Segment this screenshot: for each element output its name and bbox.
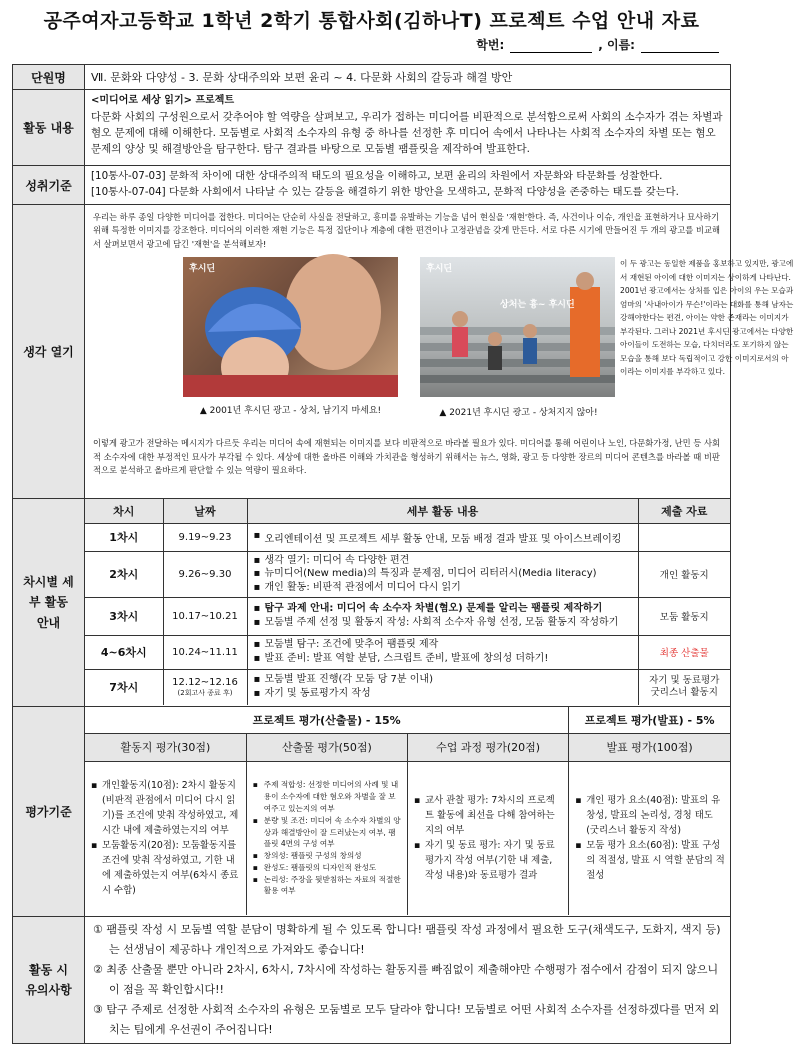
caption-2021: ▲ 2021년 후시딘 광고 - 상처지지 않아!: [439, 408, 598, 419]
student-info: [476, 36, 725, 53]
submit-cell: 모둠 활동지: [638, 597, 730, 635]
table-row: [85, 635, 730, 669]
session-cell: 2차시: [85, 551, 163, 597]
detail-item: ▪ 모둠별 탐구: 조건에 맞추어 팸플릿 제작: [265, 638, 633, 653]
date-cell: 10.17~10.21: [163, 597, 247, 635]
detail-item: ▪ 뉴미디어(New media)의 특징과 문제점, 미디어 리터러시(Media literacy): [265, 567, 633, 581]
page-title: 공주여자고등학교 1학년 2학기 통합사회(김하나T) 프로젝트 수업 안내 자료: [43, 10, 700, 32]
date-cell: [163, 669, 247, 705]
eval-item: ▪ 모둠활동지(20점): 모둠활동지를 조건에 맞춰 작성하였고, 기한 내에 제출하였는지 여부(6차시 종료 시 수합): [102, 838, 241, 898]
photo2-overlay: 상처는 흉~ 후시딘: [500, 300, 575, 311]
submit-cell: [638, 523, 730, 551]
table-row: [85, 597, 730, 635]
detail-item: ▪ 모둠별 주제 선정 및 활동지 작성: 사회적 소수자 유형 선정, 모둠 활동지 작성하기: [265, 616, 633, 631]
detail-item: ▪ 자기 및 동료평가지 작성: [265, 687, 633, 702]
thinking-outro: 이렇게 광고가 전달하는 메시지가 다르듯 우리는 미디어 속에 재현되는 이미지를 보다 비판적으로 바라볼 필요가 있다. 미디어를 통해 어린이나 노인, 다문화가정, 난민 등 사회적 소수자에 대한 부정적인 묘사가 부각될 수 있다. 세상에 대한 올바른 이해와 가치관을 형성하기 위해서는 뉴스, 영화, 광고 등 다양한 장르의 미디어 콘텐츠를 바라볼 때 비판적으로 분석하고 올바르게 판단할 수 있는 역량이 필요하다.: [93, 438, 720, 476]
session-cell: 3차시: [85, 597, 163, 635]
date-cell: 9.19~9.23: [163, 523, 247, 551]
thinking-intro: 우리는 하루 종일 다양한 미디어를 접한다. 미디어는 단순히 사실을 전달하고, 흥미를 유발하는 기능을 넘어 현실을 '재현'한다. 즉, 사건이나 이슈, 개인을 표현하거나 묘사하기 위해 특정한 이미지를 강조한다. 미디어의 이러한 재현 기능은 특정 집단이나 계층에 대한 편견이나 고정관념을 갖게 만든다. 서로 다른 시기에 만들어진 두 개의 광고를 비교해서 살펴보면서 광고에 담긴 '재현'을 분석해보자!: [93, 212, 720, 249]
output-eval-title: 프로젝트 평가(산출물) - 15%: [85, 707, 569, 733]
date-text: 12.12~12.16: [172, 677, 238, 689]
submit-cell: 최종 산출물: [638, 635, 730, 669]
children-stairs-illustration: [420, 257, 615, 397]
detail-item: ▪ 오리엔테이션 및 프로젝트 세부 활동 안내, 모둠 배정 결과 발표 및 아이스브레이킹: [265, 530, 633, 545]
schedule-header-submit: 제출 자료: [638, 499, 730, 523]
standards-label: 성취기준: [13, 166, 85, 205]
detail-item: ▪ 모둠별 발표 진행(각 모둠 당 7분 이내): [265, 673, 633, 688]
name-field[interactable]: [641, 40, 719, 53]
date-cell: 10.24~11.11: [163, 635, 247, 669]
activity-content: [85, 90, 730, 160]
table-row: [85, 551, 730, 597]
evaluation-table: [85, 707, 730, 915]
child-helmet-illustration: [183, 257, 398, 397]
standard-item: [10통사-07-04] 다문화 사회에서 나타날 수 있는 갈등을 해결하기 위한 방안을 모색하고, 문화적 다양성을 존중하는 태도를 갖는다.: [91, 186, 679, 198]
student-no-label: 학번:: [476, 38, 505, 52]
table-row: [85, 669, 730, 705]
date-cell: 9.26~9.30: [163, 551, 247, 597]
eval-col-output: 산출물 평가(50점): [246, 733, 407, 761]
session-cell: 4~6차시: [85, 635, 163, 669]
eval-item: ▪ 모둠 평가 요소(60점): 발표 구성의 적절성, 발표 시 역할 분담의 적절성: [586, 838, 725, 883]
caution-label-text: 활동 시 유의사항: [25, 962, 72, 998]
eval-item: ▪ 개인 평가 요소(40점): 발표의 유창성, 발표의 논리성, 경청 태도(굿리스너 활동지 작성): [586, 793, 725, 838]
schedule-label-text: 차시별 세부 활동 안내: [23, 574, 74, 630]
caution-item: ② 최종 산출물 뿐만 아니라 2차시, 6차시, 7차시에 작성하는 활동지를 빠짐없이 제출해야만 수행평가 점수에서 감점이 되지 않으니 이 점을 꼭 확인합시다!!: [93, 963, 719, 997]
guide-table: [12, 64, 794, 1044]
eval-item: ▪ 교사 관찰 평가: 7차시의 프로젝트 활동에 최선을 다해 참여하는지의 여부: [425, 793, 563, 838]
caution-label: [13, 917, 85, 1044]
photo-area: [85, 257, 794, 437]
caution-item: ① 팸플릿 작성 시 모둠별 역할 분담이 명확하게 될 수 있도록 합니다! 팸플릿 작성 과정에서 필요한 도구(채색도구, 도화지, 색지 등)는 선생님이 제공하나 개인적으로 가져와도 좋습니다!: [93, 923, 721, 957]
eval-item: ▪ 분량 및 조건: 미디어 속 소수자 차별의 양상과 해결방안이 잘 드러났는지 여부, 팸플릿 4면의 구성 여부: [264, 815, 402, 850]
schedule-header-date: 날짜: [163, 499, 247, 523]
schedule-header-detail: 세부 활동 내용: [247, 499, 638, 523]
ad-photo-2001: [183, 257, 398, 397]
submit-cell: 개인 활동지: [638, 551, 730, 597]
detail-item: ▪ 탐구 과제 안내: 미디어 속 소수자 차별(혐오) 문제를 알리는 팸플릿 제작하기: [265, 602, 633, 617]
ad-photo-2021: [420, 257, 615, 397]
activity-label: 활동 내용: [13, 90, 85, 166]
eval-item: ▪ 자기 및 동료 평가: 자기 및 동료평가지 작성 여부(기한 내 제출, 작성 내용)와 동료평가 결과: [425, 838, 563, 883]
evaluation-label: 평가기준: [13, 707, 85, 917]
eval-item: ▪ 논리성: 주장을 뒷받침하는 자료의 적절한 활용 여부: [264, 874, 402, 898]
activity-text: 다문화 사회의 구성원으로서 갖추어야 할 역량을 살펴보고, 우리가 접하는 미디어를 비판적으로 분석함으로써 사회의 소수자가 겪는 차별과 혐오 문제에 대해 이해한다. 모둠별로 사회적 소수자의 유형 중 하나를 선정한 후 미디어 속에서 나타나는 사회적 소수자의 차별 또는 혐오 문제의 양상 및 해결방안을 탐구한다. 탐구 결과를 바탕으로 모둠별 팸플릿을 제작하여 발표한다.: [91, 110, 723, 156]
unit-label: 단원명: [13, 65, 85, 90]
eval-col-process: 수업 과정 평가(20점): [408, 733, 569, 761]
detail-item: ▪ 개인 활동: 비판적 관점에서 미디어 다시 읽기: [265, 581, 633, 595]
schedule-table: [85, 499, 730, 705]
name-label: , 이름:: [598, 38, 635, 52]
schedule-header-session: 차시: [85, 499, 163, 523]
schedule-label: [13, 499, 85, 707]
photo1-brand: 후시딘: [189, 264, 216, 275]
eval-item: ▪ 완성도: 팸플릿의 디자인적 완성도: [264, 862, 402, 874]
table-row: [85, 523, 730, 551]
caption-2001: ▲ 2001년 후시딘 광고 - 상처, 남기지 마세요!: [199, 406, 382, 417]
session-cell: 1차시: [85, 523, 163, 551]
eval-col-worksheet: 활동지 평가(30점): [85, 733, 246, 761]
submit-cell: 자기 및 동료평가 굿리스너 활동지: [638, 669, 730, 705]
eval-item: ▪ 주제 적합성: 선정한 미디어의 사례 및 내용이 소수자에 대한 혐오와 차별을 잘 보여주고 있는지의 여부: [264, 779, 402, 814]
detail-item: ▪ 생각 열기: 미디어 속 다양한 편견: [265, 554, 633, 568]
student-no-field[interactable]: [510, 40, 592, 53]
caution-item: ③ 탐구 주제로 선정한 사회적 소수자의 유형은 모둠별로 모두 달라야 합니다! 모둠별로 어떤 사회적 소수자를 선정하겠다를 먼저 외치는 팀에게 우선권이 주어집니다!: [93, 1003, 720, 1037]
unit-text: Ⅶ. 문화와 다양성 - 3. 문화 상대주의와 보편 윤리 ~ 4. 다문화 사회의 갈등과 해결 방안: [91, 71, 513, 84]
date-note: (2회고사 종료 후): [177, 689, 233, 698]
presentation-eval-title: 프로젝트 평가(발표) - 5%: [569, 707, 730, 733]
caution-list: [85, 917, 730, 1043]
photo2-brand: 후시딘: [426, 264, 453, 275]
standard-item: [10통사-07-03] 문화적 차이에 대한 상대주의적 태도의 필요성을 이해하고, 보편 윤리의 차원에서 자문화와 타문화를 성찰한다.: [91, 170, 663, 183]
ad-analysis-text: 이 두 광고는 동일한 제품을 홍보하고 있지만, 광고에서 재현된 아이에 대한 이미지는 상이하게 나타난다. 2001년 광고에서는 상처를 입은 아이의 우는 모습과 엄마의 '사내아이가 무슨!'이라는 대화를 통해 남자는 강해야한다는 편견, 아이는 약한 존재라는 이미지가 부각된다. 그러나 2021년 후시딘 광고에서는 다양한 아이들이 도전하는 모습, 다치더라도 포기하지 않는 모습을 통해 보다 독립적이고 강한 이미지로서의 아이라는 이미지를 부각하고 있다.: [620, 259, 794, 377]
activity-heading: <미디어로 세상 읽기> 프로젝트: [91, 95, 235, 107]
eval-col-presentation: 발표 평가(100점): [569, 733, 730, 761]
standards-list: [85, 166, 730, 204]
session-cell: 7차시: [85, 669, 163, 705]
detail-item: ▪ 발표 준비: 발표 역할 분담, 스크립트 준비, 발표에 창의성 더하기!: [265, 652, 633, 667]
eval-item: ▪ 개인활동지(10점): 2차시 활동지(비판적 관점에서 미디어 다시 읽기)를 조건에 맞춰 작성하였고, 제 시간 내에 제출하였는지의 여부: [102, 778, 241, 838]
eval-item: ▪ 창의성: 팸플릿 구성의 창의성: [264, 850, 402, 862]
thinking-label: 생각 열기: [13, 205, 85, 499]
